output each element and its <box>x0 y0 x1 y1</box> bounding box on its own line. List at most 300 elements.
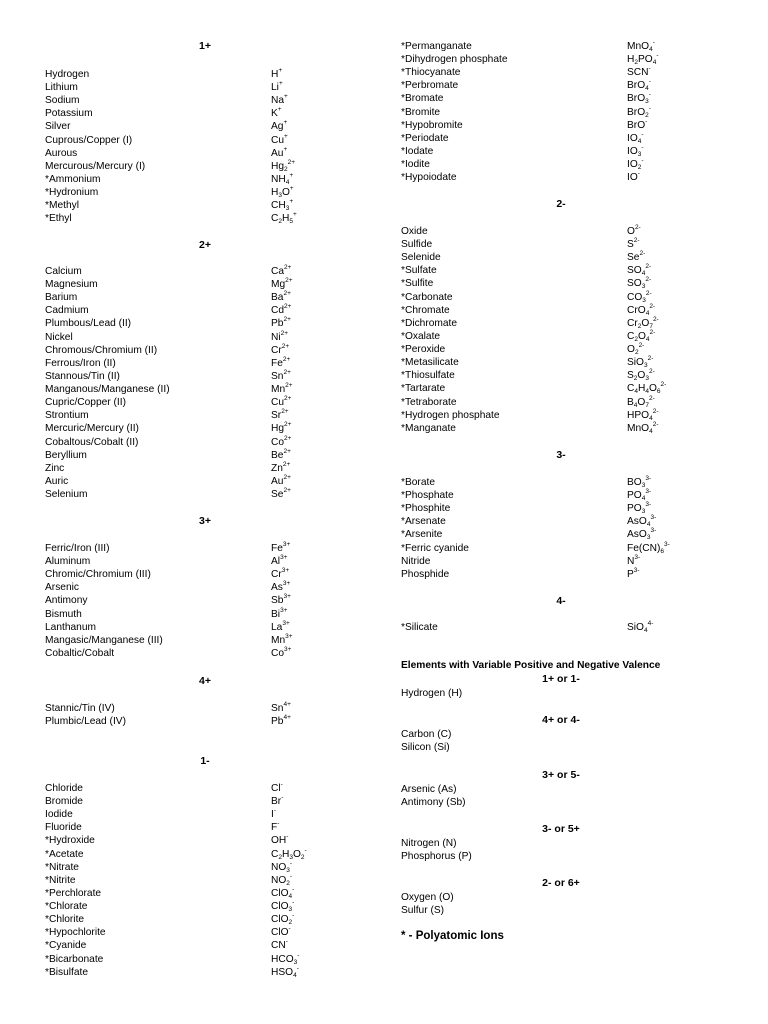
ion-symbol <box>271 278 293 291</box>
symbol-text: O <box>627 344 635 356</box>
superscript: 2+ <box>283 368 291 376</box>
ion-name: Silver <box>45 121 71 133</box>
ion-name: *Acetate <box>45 848 84 860</box>
symbol-text: O <box>641 317 650 329</box>
superscript: 2+ <box>280 329 289 337</box>
symbol-text: O <box>637 370 646 382</box>
ion-symbol <box>271 147 287 160</box>
subscript: 4 <box>288 892 293 900</box>
ion-name: *Hydronium <box>45 187 99 199</box>
ion-symbol <box>271 317 291 330</box>
symbol-text: Fe(CN) <box>627 542 661 554</box>
symbol-text: Cr <box>271 344 282 356</box>
superscript: 2- <box>638 342 645 350</box>
symbol-text: CH <box>271 200 286 212</box>
symbol-text: As <box>271 582 283 594</box>
subscript: 4 <box>649 46 653 53</box>
subscript: 2 <box>633 375 638 383</box>
subscript: 3 <box>645 98 649 106</box>
superscript: - <box>648 104 651 112</box>
ion-name: *Chlorate <box>45 901 88 913</box>
subscript: 2 <box>645 111 649 119</box>
variable-valence-title: Elements with Variable Positive and Negative Valence <box>401 660 661 671</box>
ion-symbol <box>627 542 670 555</box>
symbol-text: Fe <box>271 357 283 369</box>
ion-name: Lanthanum <box>45 621 96 633</box>
ion-symbol <box>271 874 292 887</box>
ion-name: Plumbous/Lead (II) <box>45 318 132 330</box>
symbol-text: O <box>292 848 301 860</box>
variable-element: Antimony (Sb) <box>401 797 466 809</box>
subscript: 2 <box>637 322 642 330</box>
ion-name: *Bicarbonate <box>45 953 104 965</box>
superscript: 2- <box>639 250 646 258</box>
symbol-text: NH <box>271 173 286 185</box>
ion-symbol <box>271 291 291 304</box>
ion-symbol <box>271 94 288 107</box>
subscript: 4 <box>633 401 638 409</box>
ion-name: *Metasilicate <box>401 357 459 369</box>
subscript: 3 <box>637 150 642 158</box>
superscript: 2- <box>660 381 667 389</box>
variable-element: Sulfur (S) <box>401 905 445 917</box>
symbol-text: O <box>637 330 646 342</box>
superscript: 2+ <box>284 303 292 311</box>
superscript: - <box>277 820 280 828</box>
superscript: + <box>283 145 288 153</box>
ion-name: *Iodate <box>401 145 434 157</box>
superscript: - <box>652 39 655 46</box>
subscript: 4 <box>645 388 649 396</box>
ion-symbol <box>271 199 293 212</box>
superscript: 3+ <box>282 580 291 588</box>
symbol-text: IO <box>627 172 638 184</box>
ion-symbol <box>271 134 288 147</box>
symbol-text: O <box>637 396 646 408</box>
ion-name: *Dihydrogen phosphate <box>401 54 508 66</box>
symbol-text: B <box>627 396 634 408</box>
ion-symbol <box>271 107 282 120</box>
symbol-text: Na <box>271 95 285 107</box>
symbol-text: Sb <box>271 595 284 607</box>
ion-name: Stannous/Tin (II) <box>45 370 120 382</box>
ion-symbol <box>627 132 644 145</box>
symbol-text: Cl <box>271 783 281 794</box>
superscript: - <box>304 846 307 854</box>
section-heading: 4+ <box>199 675 211 687</box>
symbol-text: HPO <box>627 409 650 421</box>
section-heading: 1+ <box>199 40 211 52</box>
subscript: 3 <box>643 362 648 370</box>
symbol-text: Sr <box>271 410 282 422</box>
ion-name: Plumbic/Lead (IV) <box>45 716 126 728</box>
subscript: 4 <box>645 309 650 317</box>
ion-name: Oxide <box>401 226 428 237</box>
symbol-text: OH <box>271 835 287 847</box>
ion-symbol <box>271 966 299 979</box>
symbol-text: CO <box>627 291 643 303</box>
ion-name: *Ammonium <box>45 173 101 185</box>
subscript: 2 <box>634 335 638 343</box>
symbol-text: H <box>281 848 290 860</box>
ion-name: Nickel <box>45 331 73 343</box>
ion-name: Ferrous/Iron (II) <box>45 357 116 369</box>
superscript: 2+ <box>284 434 292 442</box>
ion-symbol <box>271 953 299 966</box>
ion-name: *Methyl <box>45 200 79 212</box>
ion-name: *Oxalate <box>401 330 441 342</box>
ion-symbol <box>271 383 293 396</box>
variable-group-heading: 3- or 5+ <box>542 823 580 835</box>
symbol-text: Mg <box>271 279 286 291</box>
superscript: 2- <box>633 237 640 245</box>
ion-symbol <box>271 357 290 370</box>
symbol-text: ClO <box>271 901 289 913</box>
subscript: 4 <box>643 627 648 634</box>
superscript: + <box>284 93 288 101</box>
ion-symbol <box>271 715 291 728</box>
ion-symbol <box>271 608 287 621</box>
variable-element: Arsenic (As) <box>401 784 457 795</box>
subscript: 3 <box>645 375 649 383</box>
symbol-text: Zn <box>271 462 283 474</box>
subscript: 4 <box>649 427 653 435</box>
ion-name: Barium <box>45 292 78 304</box>
ion-symbol <box>271 568 289 581</box>
ion-name: *Chromate <box>401 304 450 316</box>
superscript: 3+ <box>282 619 290 627</box>
symbol-text: SO <box>627 265 642 277</box>
subscript: 2 <box>286 879 290 887</box>
symbol-text: N <box>627 555 635 567</box>
ion-name: *Manganate <box>401 422 456 434</box>
variable-element: Carbon (C) <box>401 729 452 740</box>
ion-name: Beryllium <box>45 449 87 461</box>
ion-name: Ferric/Iron (III) <box>45 543 110 554</box>
ion-name: *Hypoiodate <box>401 172 457 184</box>
ion-symbol <box>627 238 640 251</box>
section-heading: 1- <box>200 755 210 767</box>
ion-symbol <box>271 120 287 133</box>
superscript: - <box>645 117 648 125</box>
ion-symbol <box>627 502 651 515</box>
symbol-text: La <box>271 621 283 633</box>
subscript: 3 <box>641 283 646 291</box>
symbol-text: Cd <box>271 305 285 317</box>
subscript: 4 <box>652 59 657 67</box>
ion-name: Stannic/Tin (IV) <box>45 703 115 714</box>
superscript: - <box>656 52 659 60</box>
symbol-text: Hg <box>271 423 285 435</box>
superscript: 3- <box>645 475 652 482</box>
subscript: 4 <box>649 414 653 422</box>
superscript: - <box>288 925 291 933</box>
ion-symbol <box>271 488 291 501</box>
superscript: - <box>292 912 295 920</box>
ion-symbol <box>627 171 640 184</box>
superscript: 4+ <box>283 701 291 708</box>
symbol-text: Br <box>271 796 282 808</box>
ion-symbol <box>271 821 279 834</box>
superscript: 2- <box>652 420 659 428</box>
symbol-text: BrO <box>627 106 646 118</box>
superscript: 4+ <box>283 714 291 722</box>
ion-name: *Hypochlorite <box>45 927 106 939</box>
ion-name: *Hydrogen phosphate <box>401 409 500 421</box>
superscript: - <box>641 130 644 138</box>
ion-symbol <box>271 702 291 715</box>
superscript: - <box>648 65 651 73</box>
symbol-text: Ca <box>271 266 285 277</box>
ion-name: *Sulfate <box>401 265 437 277</box>
ion-name: Sulfide <box>401 239 433 251</box>
symbol-text: Be <box>271 449 284 461</box>
ion-name: Aluminum <box>45 556 91 568</box>
subscript: 3 <box>646 534 651 542</box>
subscript: 4 <box>293 971 297 979</box>
superscript: - <box>286 833 289 841</box>
superscript: 2+ <box>283 447 291 455</box>
superscript: 3+ <box>284 645 292 653</box>
ion-symbol <box>627 409 658 422</box>
ion-name: *Perchlorate <box>45 887 102 899</box>
ion-name: *Hypobromite <box>401 119 463 131</box>
ion-name: *Hydroxide <box>45 835 95 847</box>
ion-symbol <box>271 848 307 861</box>
superscript: 3- <box>645 488 652 496</box>
subscript: 2 <box>634 349 639 357</box>
ion-name: *Periodate <box>401 132 449 144</box>
symbol-text: Au <box>271 475 284 487</box>
ion-symbol <box>627 515 656 528</box>
symbol-text: S <box>627 370 634 382</box>
ion-name: *Borate <box>401 477 435 488</box>
symbol-text: ClO <box>271 887 289 899</box>
subscript: 2 <box>288 919 293 927</box>
ion-symbol <box>271 304 291 317</box>
ion-symbol <box>271 186 294 199</box>
superscript: - <box>637 170 640 178</box>
ion-name: Nitride <box>401 555 431 567</box>
symbol-text: H <box>271 187 279 199</box>
symbol-text: F <box>271 822 278 834</box>
ion-name: *Thiocyanate <box>401 67 461 79</box>
symbol-text: Bi <box>271 608 281 620</box>
ion-symbol <box>627 621 653 634</box>
ion-name: Magnesium <box>45 279 98 291</box>
symbol-text: Sn <box>271 370 284 382</box>
superscript: 2+ <box>284 395 292 403</box>
ion-symbol <box>271 68 282 81</box>
superscript: - <box>296 964 299 972</box>
superscript: 2- <box>645 263 652 271</box>
symbol-text: BrO <box>627 93 646 105</box>
ion-symbol <box>627 40 655 53</box>
ion-symbol <box>271 449 291 462</box>
ion-name: Chromous/Chromium (II) <box>45 344 158 356</box>
ion-symbol <box>271 81 283 94</box>
section-heading: 2- <box>556 198 566 210</box>
ion-name: Arsenic <box>45 582 79 594</box>
ion-name: *Nitrate <box>45 861 79 873</box>
subscript: 2 <box>278 853 282 861</box>
superscript: - <box>648 78 651 86</box>
superscript: 2+ <box>282 355 291 363</box>
symbol-text: ClO <box>271 914 289 926</box>
superscript: 2- <box>645 276 652 284</box>
ion-symbol <box>271 173 293 186</box>
ion-name: Chloride <box>45 783 83 794</box>
symbol-text: CrO <box>627 304 646 316</box>
ion-symbol <box>271 900 294 913</box>
ion-name: *Tetraborate <box>401 396 457 408</box>
variable-element: Phosphorus (P) <box>401 851 472 863</box>
superscript: 2+ <box>284 264 292 271</box>
subscript: 2 <box>284 165 288 173</box>
symbol-text: BrO <box>627 80 646 92</box>
ion-name: *Permanganate <box>401 41 472 52</box>
symbol-text: Ba <box>271 292 284 304</box>
ion-name: *Nitrite <box>45 874 76 886</box>
subscript: 3 <box>641 508 646 516</box>
superscript: 3- <box>650 527 657 535</box>
ion-name: *Bisulfate <box>45 966 89 978</box>
ion-name: Bromide <box>45 796 83 808</box>
ion-symbol <box>271 647 291 660</box>
ion-name: *Chlorite <box>45 914 85 926</box>
superscript: + <box>283 119 288 127</box>
superscript: 2- <box>648 394 655 402</box>
symbol-text: Au <box>271 147 284 159</box>
symbol-text: C <box>627 383 635 395</box>
ion-name: *Arsenite <box>401 529 443 541</box>
superscript: 2+ <box>283 290 291 298</box>
ion-symbol <box>271 782 283 795</box>
superscript: + <box>292 211 297 219</box>
ion-symbol <box>627 476 651 489</box>
symbol-text: PO <box>627 503 642 515</box>
symbol-text: Cu <box>271 134 285 146</box>
superscript: 2- <box>652 407 659 415</box>
superscript: 2- <box>648 368 655 376</box>
symbol-text: SiO <box>627 622 644 633</box>
ion-symbol <box>627 528 656 541</box>
symbol-text: AsO <box>627 529 647 541</box>
symbol-text: Co <box>271 647 285 659</box>
symbol-text: IO <box>627 132 638 144</box>
symbol-text: C <box>627 330 635 342</box>
symbol-text: O <box>627 226 635 237</box>
symbol-text: Se <box>627 252 640 264</box>
ion-name: Mercurous/Mercury (I) <box>45 160 146 172</box>
ion-name: Fluoride <box>45 822 82 834</box>
symbol-text: NO <box>271 861 287 873</box>
superscript: - <box>297 951 300 959</box>
variable-group-heading: 4+ or 4- <box>542 714 580 726</box>
symbol-text: ClO <box>271 927 289 939</box>
superscript: - <box>292 885 295 893</box>
subscript: 2 <box>278 218 282 226</box>
superscript: 3- <box>633 566 640 574</box>
ion-symbol <box>627 304 655 317</box>
ion-name: Cupric/Copper (II) <box>45 397 126 409</box>
subscript: 5 <box>289 218 293 226</box>
ion-name: Lithium <box>45 82 78 94</box>
ion-symbol <box>627 66 651 79</box>
variable-group-heading: 3+ or 5- <box>542 769 580 781</box>
variable-element: Silicon (Si) <box>401 742 450 754</box>
symbol-text: IO <box>627 145 638 157</box>
subscript: 3 <box>642 296 646 304</box>
ion-symbol <box>627 264 651 277</box>
symbol-text: I <box>271 809 274 821</box>
symbol-text: PO <box>627 490 642 502</box>
ion-symbol <box>271 542 290 555</box>
superscript: - <box>273 807 277 815</box>
superscript: 3+ <box>280 554 288 562</box>
ion-symbol <box>271 808 276 821</box>
ion-symbol <box>271 594 291 607</box>
ion-name: Calcium <box>45 266 82 277</box>
ion-symbol <box>627 317 659 330</box>
superscript: + <box>289 185 294 193</box>
superscript: - <box>641 143 644 151</box>
superscript: - <box>280 781 283 788</box>
ion-name: *Phosphate <box>401 490 454 502</box>
subscript: 3 <box>641 482 646 489</box>
variable-group-heading: 1+ or 1- <box>542 673 580 685</box>
ion-name: Potassium <box>45 108 93 120</box>
symbol-text: Ni <box>271 331 281 343</box>
ion-symbol <box>271 409 289 422</box>
symbol-text: Mn <box>271 384 286 396</box>
superscript: + <box>284 132 288 140</box>
subscript: 4 <box>646 521 651 529</box>
symbol-text: MnO <box>627 41 650 52</box>
ion-name: Cobaltic/Cobalt <box>45 647 115 659</box>
variable-element: Oxygen (O) <box>401 892 454 903</box>
symbol-text: Sn <box>271 703 284 714</box>
superscript: 3+ <box>285 632 293 640</box>
symbol-text: BO <box>627 477 642 488</box>
footnote: * - Polyatomic Ions <box>401 930 504 942</box>
ion-symbol <box>271 475 291 488</box>
ion-symbol <box>271 396 291 409</box>
superscript: 2- <box>647 355 654 363</box>
symbol-text: S <box>627 239 634 251</box>
superscript: 2- <box>652 315 659 323</box>
ion-symbol <box>627 291 652 304</box>
ion-name: *Carbonate <box>401 291 453 303</box>
subscript: 3 <box>288 906 293 914</box>
ion-symbol <box>627 145 644 158</box>
superscript: 2+ <box>285 277 293 285</box>
symbol-text: O <box>281 187 290 199</box>
ion-symbol <box>627 422 658 435</box>
superscript: 3- <box>650 514 657 522</box>
variable-element: Hydrogen (H) <box>401 688 463 699</box>
ion-symbol <box>271 212 297 225</box>
symbol-text: C <box>271 848 279 860</box>
superscript: 3+ <box>282 541 291 548</box>
ion-name: Auric <box>45 475 69 487</box>
ion-name: *Cyanide <box>45 940 87 952</box>
subscript: 2 <box>634 59 638 67</box>
subscript: 4 <box>645 335 650 343</box>
superscript: 3+ <box>283 593 291 601</box>
ion-name: Strontium <box>45 410 89 422</box>
symbol-text: Pb <box>271 318 284 330</box>
